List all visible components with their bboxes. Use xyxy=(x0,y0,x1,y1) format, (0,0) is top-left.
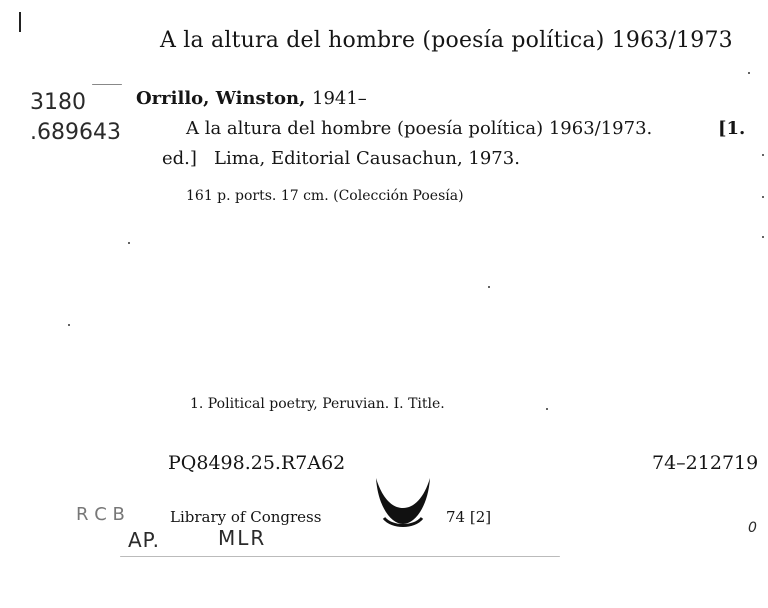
speck xyxy=(546,408,548,410)
print-code: 74 [2] xyxy=(446,508,492,526)
handwritten-ap: AP. xyxy=(128,528,160,552)
speck xyxy=(762,236,764,238)
collation: 161 p. ports. 17 cm. (Colección Poesía) xyxy=(186,188,464,204)
author-name: Orrillo, Winston, xyxy=(136,88,306,109)
speck xyxy=(762,154,764,156)
pencil-smudge xyxy=(92,84,122,85)
speck xyxy=(748,72,750,74)
author-dates: 1941– xyxy=(312,88,367,109)
handwritten-call-number-line2: .689643 xyxy=(30,120,121,145)
speck xyxy=(128,242,130,244)
header-title: A la altura del hombre (poesía política) 1963/1973 xyxy=(160,28,733,53)
title-line: A la altura del hombre (poesía política) 1963/1973. xyxy=(186,118,653,139)
speck xyxy=(762,196,764,198)
lc-call-number: PQ8498.25.R7A62 xyxy=(168,452,346,474)
library-name: Library of Congress xyxy=(170,508,322,526)
speck xyxy=(488,286,490,288)
stray-mark xyxy=(19,12,21,32)
underline-mark xyxy=(120,556,560,557)
handwritten-call-number-line1: 3180 xyxy=(30,90,86,115)
edition-open: [1. xyxy=(718,118,746,139)
imprint: Lima, Editorial Causachun, 1973. xyxy=(214,148,520,169)
lc-card-number: 74–212719 xyxy=(652,452,759,474)
handwritten-initials: R C B xyxy=(76,504,125,525)
tracings: 1. Political poetry, Peruvian. I. Title. xyxy=(190,396,445,412)
corner-mark: 0 xyxy=(748,520,757,536)
handwritten-mlr: MLR xyxy=(218,526,267,550)
speck xyxy=(68,324,70,326)
library-stamp-icon xyxy=(370,468,436,534)
edition-close: ed.] xyxy=(162,148,197,169)
